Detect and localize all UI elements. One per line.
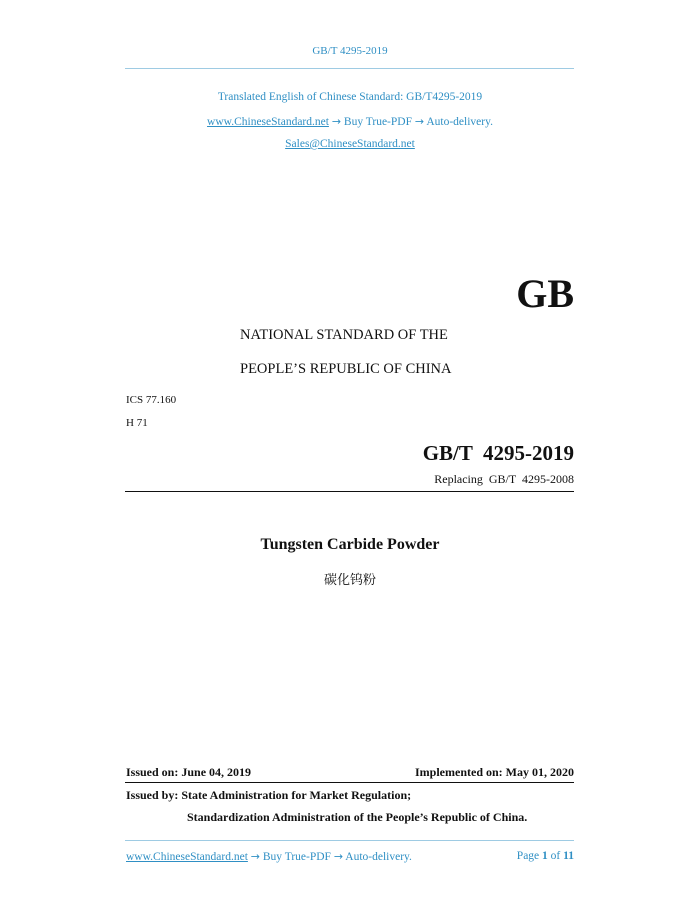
national-standard-line-2: PEOPLE’S REPUBLIC OF CHINA [240,361,452,377]
page-indicator [517,850,574,862]
implemented-on: Implemented on: May 01, 2020 [415,765,574,779]
title-divider [125,491,574,492]
issued-by: Issued by: State Administration for Market Regulation; [126,788,412,802]
arrow-right-icon: → [331,115,342,128]
footer-buy-text: Buy True-PDF [262,851,331,863]
gb-logo: GB [516,271,574,316]
running-header [0,45,700,57]
page-number: 1 [542,850,548,862]
title-chinese: 碳化钨粉 [323,573,376,588]
issue-divider [125,782,574,783]
header-doc-code: GB/T 4295-2019 [312,45,388,57]
promo-buy-text: Buy True-PDF [343,116,412,128]
footer-promo [126,850,412,863]
page-total: 11 [563,850,574,862]
promo-site-link[interactable]: www.ChineseStandard.net [207,116,329,128]
national-standard-line-1: NATIONAL STANDARD OF THE [240,327,448,343]
promo-email-link[interactable]: Sales@ChineseStandard.net [285,138,415,150]
promo-line-3 [0,138,700,150]
arrow-right-icon: → [333,850,344,863]
ics-code: ICS 77.160 [126,394,177,406]
arrow-right-icon: → [250,850,260,863]
arrow-right-icon: → [414,115,425,128]
header-divider [125,68,574,69]
footer-site-link[interactable]: www.ChineseStandard.net [126,851,248,863]
of-label: of [550,850,561,862]
h-code: H 71 [126,417,148,429]
standard-number: GB/T 4295-2019 [422,441,574,465]
promo-auto-text: Auto-delivery. [426,116,493,128]
footer-divider [125,840,574,841]
promo-line-2 [0,115,700,128]
replacing-note: Replacing GB/T 4295-2008 [434,472,574,486]
promo-line-1: Translated English of Chinese Standard: GB/T4295-2019 [217,91,483,103]
footer-auto-text: Auto-delivery. [345,851,412,863]
page-label: Page [516,850,540,862]
issued-by-second: Standardization Administration of the People’s Republic of China. [187,810,528,824]
issued-on: Issued on: June 04, 2019 [126,765,252,779]
title-english: Tungsten Carbide Powder [260,536,440,553]
